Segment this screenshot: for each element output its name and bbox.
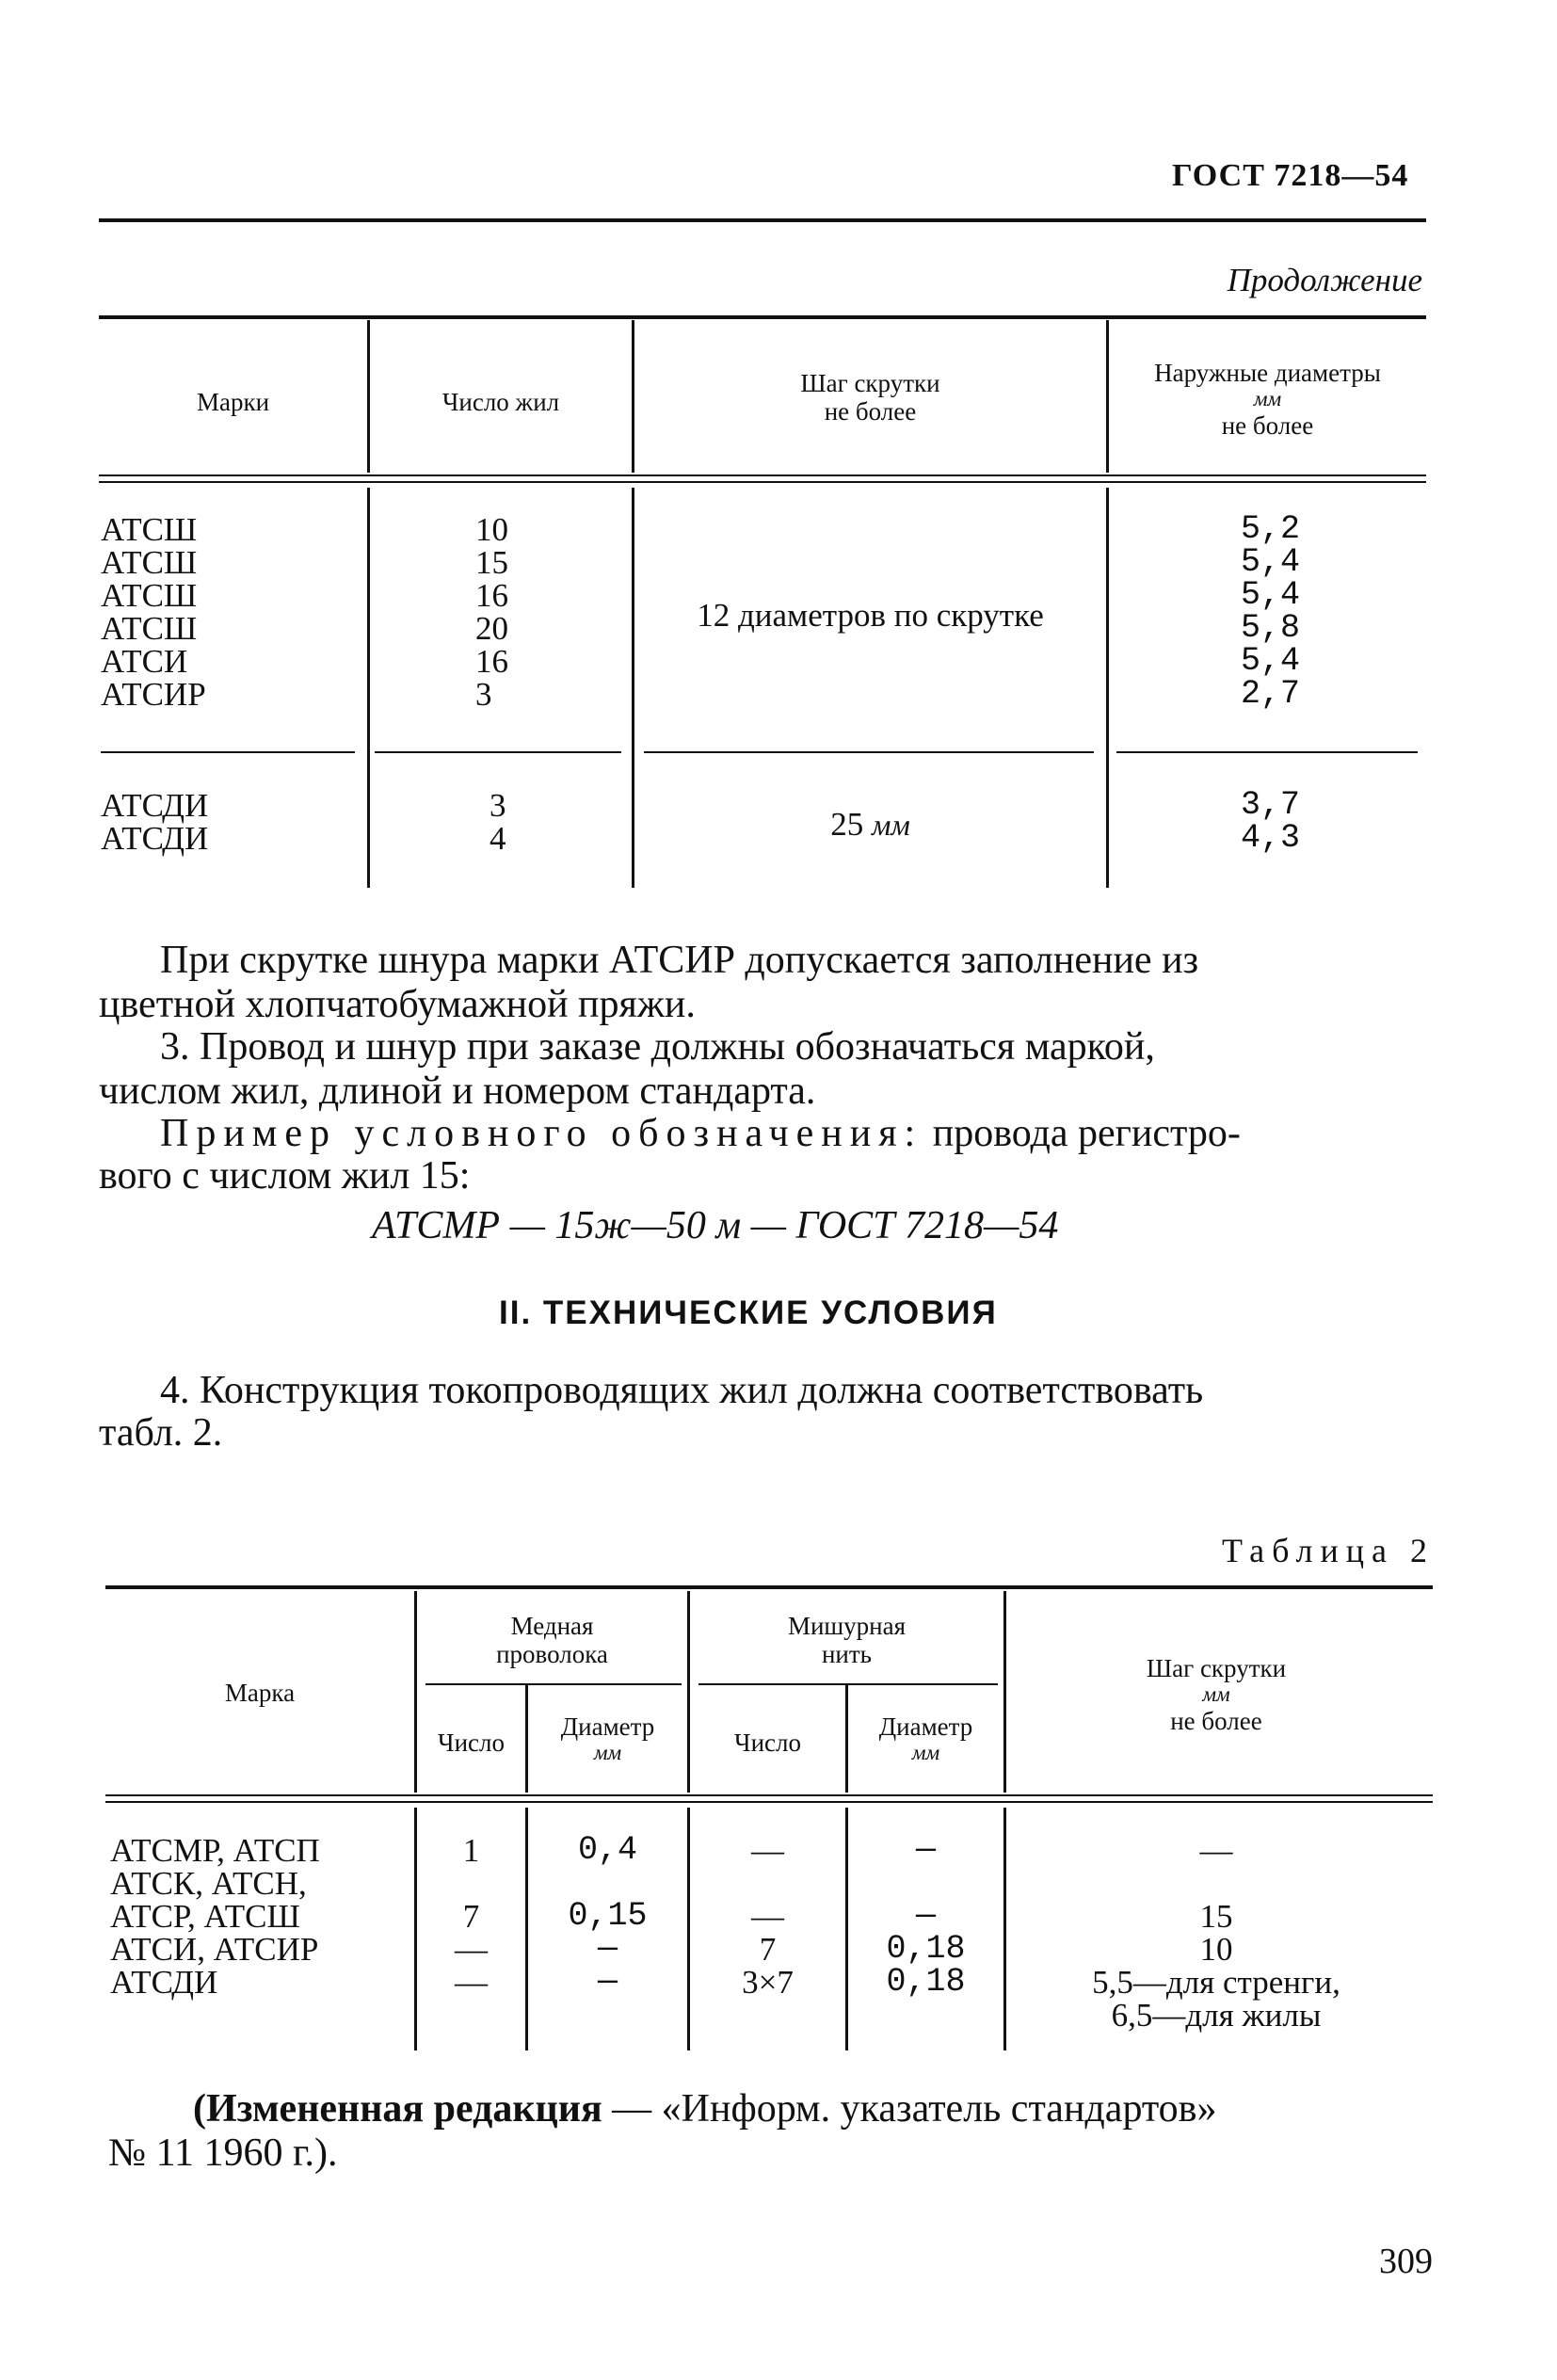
- table2-header-copper-line2: проволока: [496, 1640, 608, 1668]
- table-cell-pitch-value: 25: [830, 806, 864, 843]
- table1-group1-pitch: 12 диаметров по скрутке: [697, 597, 1044, 634]
- table2-header-copper-line1: Медная: [510, 1612, 594, 1640]
- table2-cell-value: 7: [759, 1931, 777, 1968]
- table-cell-mark: АТСИ: [101, 643, 188, 680]
- table2-header-rule: [105, 1801, 1433, 1803]
- table2-subheader-rule: [698, 1683, 998, 1685]
- table2-cell-value: 7: [462, 1898, 480, 1935]
- paragraph-1-line1: При скрутке шнура марки АТСИР допускается заполнение из: [160, 939, 1199, 982]
- table-cell-cores: 3: [475, 676, 492, 713]
- table-cell-mark: АТСДИ: [101, 787, 209, 824]
- table-cell-diameter: 5,4: [1241, 642, 1301, 680]
- table2-cell-value: 0,18: [886, 1963, 966, 2001]
- table2-marks: [110, 1834, 320, 1999]
- table2-header-pitch-units: мм: [1202, 1682, 1230, 1706]
- paragraph-2-line1: 3. Провод и шнур при заказе должны обозначаться маркой,: [160, 1025, 1155, 1069]
- example-label: Пример условного обозначения:: [160, 1112, 923, 1155]
- table-cell-mark: АТСШ: [101, 544, 198, 581]
- table2-cell-value: 0,18: [886, 1930, 966, 1968]
- table2-cell-value: —: [915, 1831, 936, 1869]
- table1-group2-cores: [490, 789, 506, 855]
- table2-cell-value: 5,5—для стренги,: [1092, 1964, 1340, 2001]
- table2-top-rule: [105, 1585, 1433, 1589]
- table2-cell-value: —: [915, 1897, 936, 1935]
- table2-header-pitch-line2: не более: [1170, 1707, 1262, 1735]
- section-title: II. ТЕХНИЧЕСКИЕ УСЛОВИЯ: [499, 1295, 998, 1331]
- table-cell-diameter: 2,7: [1241, 675, 1301, 713]
- table1-header-diameters: [1109, 360, 1426, 439]
- table2-cell-value: —: [597, 1930, 618, 1968]
- table2-cell-mark: АТСК, АТСН,: [110, 1865, 307, 1902]
- table2-cell-mark: АТСДИ: [110, 1964, 218, 2001]
- table-cell-diameter: 5,2: [1241, 510, 1301, 548]
- table-cell-diameter: 5,4: [1241, 543, 1301, 581]
- paragraph-3-rest: провода регистро-: [923, 1112, 1241, 1155]
- table2-header-tinsel-diameter: [848, 1713, 1003, 1766]
- table2-cell-value: —: [455, 1931, 488, 1968]
- table1-group-separator: [375, 751, 621, 753]
- table-cell-cores: 20: [475, 610, 508, 647]
- table2-tinsel-diameter: [848, 1831, 1003, 2001]
- paragraph-4-line2: табл. 2.: [99, 1411, 223, 1455]
- table1-group2-diameters: [1241, 786, 1301, 857]
- table2-header-tinsel: [690, 1612, 1003, 1668]
- amendment-rest: — «Информ. указатель стандартов»: [602, 2087, 1217, 2131]
- continuation-label: Продолжение: [1227, 262, 1422, 298]
- table2-cell-value: 1: [462, 1832, 480, 1869]
- table2-pitch: [1006, 1834, 1426, 2032]
- table2-cell-value: 0,4: [577, 1831, 637, 1869]
- table-cell-diameter: 5,8: [1241, 609, 1301, 647]
- table2-cell-value: 15: [1199, 1898, 1233, 1935]
- table-cell-diameter: 3,7: [1241, 786, 1301, 824]
- table2-cell-value: [417, 1867, 525, 1900]
- table2-cell-value: —: [1199, 1832, 1233, 1869]
- table2-header-tinsel-line1: Мишурная: [787, 1612, 907, 1640]
- paragraph-1-line2: цветной хлопчатобумажной пряжи.: [99, 983, 696, 1026]
- paragraph-3-line1: [160, 1113, 1241, 1154]
- table1-header-diam-units: мм: [1253, 387, 1282, 410]
- table-cell-cores: 10: [475, 511, 508, 548]
- amendment-note-line1: [193, 2088, 1217, 2130]
- table2-header-diameter-label: Диаметр: [560, 1713, 655, 1741]
- table2-header-rule: [105, 1794, 1433, 1796]
- header-rule: [99, 218, 1426, 222]
- table2-cell-mark: АТСМР, АТСП: [110, 1832, 320, 1869]
- table1-group-separator: [644, 751, 1094, 753]
- table-cell-cores: 15: [475, 544, 508, 581]
- table1-group1-cores: [475, 513, 508, 711]
- table-cell-mark: АТСШ: [101, 511, 198, 548]
- table1-header-pitch-line1: Шаг скрутки: [800, 369, 940, 397]
- table2-header-copper: [417, 1612, 687, 1668]
- table-cell-diameter: 5,4: [1241, 576, 1301, 614]
- table-cell-cores: 16: [475, 643, 508, 680]
- table2-cell-value: 0,15: [568, 1897, 648, 1935]
- table1-header-diam-line1: Наружные диаметры: [1154, 359, 1381, 387]
- table2-cell-value: —: [597, 1963, 618, 2001]
- table-cell-pitch-units: мм: [871, 808, 910, 842]
- paragraph-4-line1: 4. Конструкция токопроводящих жил должна соответствовать: [160, 1369, 1204, 1412]
- table2-cell-mark: АТСИ, АТСИР: [110, 1931, 319, 1968]
- table1-header-diam-line2: не более: [1221, 411, 1314, 440]
- table1-group2-pitch: [634, 808, 1106, 842]
- table2-header-copper-diameter: [528, 1713, 687, 1766]
- table1-header-pitch-line2: не более: [824, 397, 917, 426]
- table2-header-pitch: [1006, 1655, 1426, 1734]
- page-number: 309: [1379, 2242, 1433, 2281]
- table-cell-diameter: 4,3: [1241, 819, 1301, 857]
- standard-header: ГОСТ 7218—54: [1172, 158, 1409, 193]
- table2-cell-value: [848, 1867, 1003, 1900]
- table2-cell-value: 6,5—для жилы: [1111, 1997, 1322, 2034]
- table1-header-rule: [99, 481, 1426, 483]
- table2-cell-value: —: [751, 1832, 784, 1869]
- table2-header-units: мм: [593, 1741, 622, 1764]
- table1-vline: [1106, 488, 1109, 888]
- table-cell-cores: 3: [490, 787, 506, 824]
- table1-group1-diameters: [1241, 510, 1301, 713]
- table-cell-mark: АТСДИ: [101, 820, 209, 857]
- table2-header-diameter-label: Диаметр: [878, 1713, 973, 1741]
- amendment-bold: (Измененная редакция: [193, 2087, 602, 2131]
- table2-cell-value: [1006, 1867, 1426, 1900]
- table2-cell-value: 3×7: [742, 1964, 794, 2001]
- table-cell-mark: АТСШ: [101, 610, 198, 647]
- table1-vline: [367, 488, 370, 888]
- table2-subheader-rule: [425, 1683, 682, 1685]
- table2-cell-value: —: [751, 1898, 784, 1935]
- table1-top-rule: [99, 315, 1426, 319]
- table-cell-cores: 4: [490, 820, 506, 857]
- table2-cell-mark: АТСР, АТСШ: [110, 1898, 300, 1935]
- designation-example: АТСМР — 15ж—50 м — ГОСТ 7218—54: [372, 1204, 1059, 1247]
- table2-header-copper-count: Число: [438, 1729, 505, 1757]
- table2-cell-value: [690, 1867, 845, 1900]
- table-cell-mark: АТСШ: [101, 577, 198, 614]
- table2-tinsel-count: [690, 1834, 845, 1999]
- table1-group1-marks: [101, 513, 206, 711]
- amendment-note-line2: № 11 1960 г.).: [108, 2131, 338, 2175]
- paragraph-2-line2: числом жил, длиной и номером стандарта.: [99, 1069, 816, 1113]
- table2-cell-value: [528, 1867, 687, 1900]
- table1-group-separator: [1116, 751, 1418, 753]
- table1-group-separator: [101, 751, 355, 753]
- table2-copper-count: [417, 1834, 525, 1999]
- table1-header-marks: Марки: [196, 388, 270, 416]
- table2-header-units: мм: [911, 1741, 940, 1764]
- table2-cell-value: 10: [1199, 1931, 1233, 1968]
- table2-header-tinsel-line2: нить: [821, 1640, 872, 1668]
- paragraph-3-line2: вого с числом жил 15:: [99, 1154, 471, 1198]
- table1-group2-marks: [101, 789, 208, 855]
- table2-caption: Таблица 2: [1222, 1532, 1435, 1569]
- table-cell-cores: 16: [475, 577, 508, 614]
- table2-header-tinsel-count: Число: [734, 1729, 801, 1757]
- table-cell-mark: АТСИР: [101, 676, 206, 713]
- table2-header-pitch-line1: Шаг скрутки: [1146, 1654, 1287, 1682]
- table2-cell-value: —: [455, 1964, 488, 2001]
- table2-copper-diameter: [528, 1831, 687, 2001]
- table1-header-cores: Число жил: [441, 388, 560, 416]
- table1-header-pitch: [634, 369, 1106, 426]
- table1-header-rule: [99, 474, 1426, 476]
- table2-header-mark: Марка: [224, 1679, 296, 1707]
